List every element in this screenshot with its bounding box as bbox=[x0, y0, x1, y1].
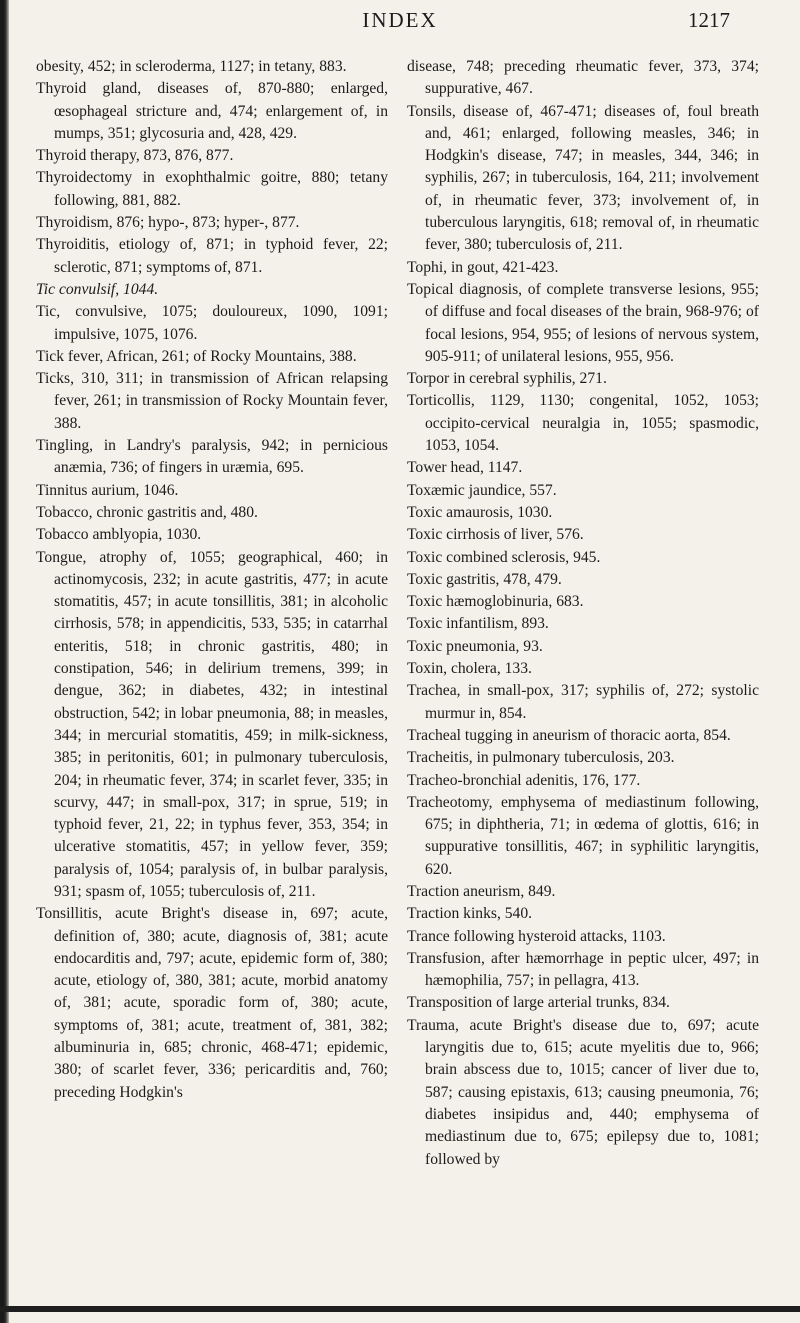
index-entry: Transfusion, after hæmorrhage in peptic ulcer, 497; in hæmophilia, 757; in pellagra, 413. bbox=[407, 949, 759, 990]
left-column bbox=[36, 56, 388, 1104]
index-entry: Toxic combined sclerosis, 945. bbox=[407, 548, 601, 566]
index-entry: Tingling, in Landry's paralysis, 942; in pernicious anæmia, 736; of fingers in uræmia, 695. bbox=[36, 437, 388, 477]
index-entry: Torticollis, 1129, 1130; congenital, 1052, 1053; occipito-cervical neuralgia in, 1055; spasmodic, 1053, 1054. bbox=[407, 392, 759, 455]
index-entry: disease, 748; preceding rheumatic fever, 373, 374; suppurative, 467. bbox=[407, 58, 759, 98]
index-entry: Tobacco amblyopia, 1030. bbox=[36, 526, 202, 544]
index-entry: Transposition of large arterial trunks, 834. bbox=[407, 994, 670, 1012]
right-column bbox=[407, 56, 759, 1171]
page-bottom-edge bbox=[0, 1306, 800, 1312]
index-entry: Tracheitis, in pulmonary tuberculosis, 203. bbox=[407, 749, 675, 767]
index-entry: Ticks, 310, 311; in transmission of African relapsing fever, 261; in transmission of Rocky Mountain fever, 388. bbox=[36, 370, 388, 432]
index-entry: Tracheotomy, emphysema of mediastinum following, 675; in diphtheria, 71; in œdema of glottis, 616; in suppurative tonsillitis, 467; in syphilitic laryngitis, 620. bbox=[407, 793, 759, 878]
index-entry: Tic, convulsive, 1075; douloureux, 1090, 1091; impulsive, 1075, 1076. bbox=[36, 303, 388, 343]
index-entry: Thyroiditis, etiology of, 871; in typhoid fever, 22; sclerotic, 871; symptoms of, 871. bbox=[36, 236, 388, 276]
index-entry: Tick fever, African, 261; of Rocky Mountains, 388. bbox=[36, 347, 357, 365]
page-title: INDEX bbox=[362, 8, 438, 32]
index-entry: Traction aneurism, 849. bbox=[407, 882, 556, 900]
index-entry: Thyroid gland, diseases of, 870-880; enlarged, œsophageal stricture and, 474; enlargement of, in mumps, 351; glycosuria and, 428, 429. bbox=[36, 80, 388, 142]
index-entry: Toxin, cholera, 133. bbox=[407, 660, 532, 678]
index-entry: Tracheal tugging in aneurism of thoracic aorta, 854. bbox=[407, 726, 731, 744]
index-entry: Tophi, in gout, 421-423. bbox=[407, 258, 559, 276]
index-entry: Tongue, atrophy of, 1055; geographical, 460; in actinomycosis, 232; in acute gastritis, 477; in acute stomatitis, 457; in acute tonsillitis, 381; in alcoholic cirrhosis, 578; in appendicitis, 533, 535; in catarrhal enteritis, 518; in chronic gastritis, 480; in constipation, 546; in delirium tremens, 399; in dengue, 362; in diabetes, 432; in intestinal obstruction, 542; in lobar pneumonia, 88; in measles, 344; in mercurial stomatitis, 459; in milk-sickness, 385; in peritonitis, 601; in pulmonary tuberculosis, 204; in rheumatic fever, 374; in scarlet fever, 335; in scurvy, 447; in small-pox, 317; in sprue, 519; in typhoid fever, 21, 22; in typhus fever, 353, 354; in ulcerative stomatitis, 457; in yellow fever, 359; paralysis of, 1054; paralysis of, in bulbar paralysis, 931; spasm of, 1055; tuberculosis of, 211. bbox=[36, 548, 388, 900]
index-entry: Torpor in cerebral syphilis, 271. bbox=[407, 370, 607, 388]
index-entry: Traction kinks, 540. bbox=[407, 905, 533, 923]
index-entry: Trance following hysteroid attacks, 1103. bbox=[407, 927, 666, 945]
index-entry: Toxæmic jaundice, 557. bbox=[407, 481, 557, 499]
index-entry: Thyroid therapy, 873, 876, 877. bbox=[36, 147, 234, 165]
index-entry: Tic convulsif, 1044. bbox=[36, 280, 159, 298]
index-entry: Tonsillitis, acute Bright's disease in, 697; acute, definition of, 380; acute, diagnosis of, 381; acute endocarditis and, 797; acute, epidemic form of, 380; acute, etiology of, 380, 381; acute, morbid anatomy of, 381; acute, sporadic form of, 380; acute, symptoms of, 381; acute, treatment of, 381, 382; albuminuria in, 685; chronic, 468-471; epidemic, 380; of scarlet fever, 336; pericarditis and, 760; preceding Hodgkin's bbox=[36, 905, 388, 1101]
book-binding-edge bbox=[0, 0, 9, 1323]
index-entry: Thyroidectomy in exophthalmic goitre, 880; tetany following, 881, 882. bbox=[36, 169, 388, 209]
index-entry: Tracheo-bronchial adenitis, 176, 177. bbox=[407, 771, 641, 789]
index-entry: Tonsils, disease of, 467-471; diseases of, foul breath and, 461; enlarged, following measles, 346; in Hodgkin's disease, 747; in measles, 344, 346; in syphilis, 267; in tuberculosis, 164, 211; involvement of, in rheumatic fever, 373; involvement of, in tuberculous laryngitis, 618; removal of, in rheumatic fever, 380; tuberculosis of, 211. bbox=[407, 102, 759, 254]
index-entry: Topical diagnosis, of complete transverse lesions, 955; of diffuse and focal diseases of the brain, 968-976; of focal lesions, 954, 955; of lesions of nervous system, 905-911; of unilateral lesions, 955, 956. bbox=[407, 280, 759, 365]
index-entry: Trauma, acute Bright's disease due to, 697; acute laryngitis due to, 615; acute myelitis due to, 966; brain abscess due to, 1015; cancer of liver due to, 587; causing epistaxis, 613; causing pneumonia, 76; diabetes insipidus and, 440; emphysema of mediastinum due to, 675; epilepsy due to, 1081; followed by bbox=[407, 1016, 759, 1168]
index-entry: Tobacco, chronic gastritis and, 480. bbox=[36, 503, 258, 521]
index-entry: Toxic infantilism, 893. bbox=[407, 615, 549, 633]
index-entry: Trachea, in small-pox, 317; syphilis of, 272; systolic murmur in, 854. bbox=[407, 682, 759, 722]
page-header bbox=[0, 6, 800, 42]
index-entry: Toxic gastritis, 478, 479. bbox=[407, 570, 562, 588]
index-entry: Tinnitus aurium, 1046. bbox=[36, 481, 179, 499]
page-number: 1217 bbox=[688, 8, 730, 32]
index-entry: Toxic pneumonia, 93. bbox=[407, 637, 543, 655]
index-entry: obesity, 452; in scleroderma, 1127; in tetany, 883. bbox=[36, 58, 347, 75]
index-entry: Toxic hæmoglobinuria, 683. bbox=[407, 593, 584, 611]
index-entry: Tower head, 1147. bbox=[407, 459, 523, 477]
index-entry: Thyroidism, 876; hypo-, 873; hyper-, 877. bbox=[36, 214, 300, 232]
index-entry: Toxic amaurosis, 1030. bbox=[407, 503, 553, 521]
index-entry: Toxic cirrhosis of liver, 576. bbox=[407, 526, 584, 544]
